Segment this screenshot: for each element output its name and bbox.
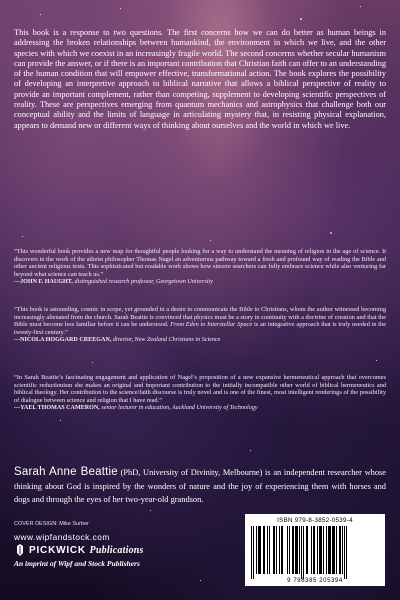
star xyxy=(150,510,151,511)
barcode-digits: 9 798385 205394 xyxy=(287,578,343,584)
endorser-name: —NICOLA HOGGARD CREEGAN, xyxy=(14,337,112,344)
star xyxy=(120,8,121,9)
star xyxy=(40,14,41,15)
publisher-logo-icon xyxy=(14,544,26,556)
star xyxy=(330,232,332,234)
publisher-name-caps: PICKWICK xyxy=(29,544,86,556)
publisher-logo-row xyxy=(14,544,144,556)
endorser-name: —JOHN F. HAUGHT, xyxy=(14,279,73,286)
isbn-label: ISBN 979-8-3852-0539-4 xyxy=(277,517,353,524)
barcode-bar xyxy=(346,526,347,579)
endorsement-quote-part1: “This book is astounding, cosmic in scope, yet grounded in a desire to communicate the Bible to Christians, whom the author witnessed becoming increasingly alienated from the church. Sarah Beattie is convinced that physics must be a story in continuity with a doctrine of creation and that the Bible must become less familiar before it can be understood. xyxy=(14,306,386,329)
endorsement-book-title: From Eden to Interstellar Space xyxy=(170,321,253,329)
author-bio-text: (PhD, University of Divinity, Melbourne) is an independent researcher whose thinking about God is inspired by the wonders of nature and the joy of experiencing them with horses and dogs and through the eyes of her two-year-old grandson. xyxy=(14,468,386,504)
endorser-title: director, New Zealand Christians in Science xyxy=(112,337,221,344)
star xyxy=(92,362,93,363)
endorsement-quote: “This wonderful book provides a new map for thoughtful people looking for a way to understand the meaning of religion in the age of science. It discovers in the work of the atheist philosopher Thomas Nagel an adventurous pathway toward a fresh and profound way of reading the Bible and other ancient religious texts. This sophisticated but readable work shows how sincere searchers can fully embrace science while also venturing far beyond what science can teach us.” xyxy=(14,248,386,278)
publisher-name xyxy=(29,545,144,556)
publisher-imprint: An imprint of Wipf and Stock Publishers xyxy=(14,559,140,568)
star xyxy=(22,236,23,237)
star xyxy=(210,240,211,241)
star xyxy=(60,420,61,421)
endorsement-cameron xyxy=(14,374,386,413)
author-bio xyxy=(14,466,386,507)
endorsement-attribution xyxy=(14,279,386,287)
endorsement-quote: “In Sarah Beattie’s fascinating engagement and application of Nagel’s proposition of a new expansive hermeneutical approach that overcomes scientific reductionism she makes an original and important contribution to the initially incompatible other world of biblical hermeneutics and biblical theology. Her contribution to the science/faith discourse is truly novel and is one of the finest, most intelligent renderings of the possibility of dialogue between science and religion that I have read.” xyxy=(14,374,386,404)
endorsement-creegan xyxy=(14,306,386,345)
star xyxy=(360,6,361,7)
star xyxy=(250,450,251,451)
star xyxy=(300,18,302,20)
publisher-name-italic: Publications xyxy=(89,544,144,556)
author-name: Sarah Anne Beattie xyxy=(14,466,118,478)
publisher-website: www.wipfandstock.com xyxy=(14,532,110,542)
endorsement-quote xyxy=(14,306,386,336)
endorser-name: —YAEL THOMAS CAMERON, xyxy=(14,405,100,412)
cover-design-credit: COVER DESIGN: Mike Surber xyxy=(14,521,89,527)
back-cover-blurb: This book is a response to two questions. The first concerns how we can do better as human beings in addressing the broken relationships between humankind, the environment in which we live, and the other species with which we coexist in an increasingly fragile world. The second concerns whether secular humanism can provide the answer, or if there is an important contribution that Christian faith can offer to an understanding of the human condition that will empower effective, transformational action. The book explores the possibility of developing an interpretive approach to biblical narrative that allows a biblical perspective of reality to provide an important complement, rather than competing, supplement to developing scientific perspectives of reality. These are perspectives emerging from quantum mechanics and astrophysics that challenge both our conceptual ability and the limits of language in articulating mystery that, in resisting physical explanation, appears to demand new or different ways of thinking about ourselves and the world in which we live. xyxy=(14,28,386,130)
endorsement-quote-part2: is an integrative approach that is truly needed in the twenty-first century.” xyxy=(14,321,386,336)
endorsement-haught xyxy=(14,248,386,287)
star xyxy=(376,360,377,361)
barcode-bars xyxy=(251,526,379,574)
star xyxy=(200,580,201,581)
endorser-title: senior lecturer in education, Auckland University of Technology xyxy=(101,405,258,412)
endorsement-attribution xyxy=(14,337,386,345)
isbn-barcode xyxy=(245,514,385,586)
endorser-title: distinguished research professor, Georgetown University xyxy=(74,279,213,286)
endorsement-attribution xyxy=(14,405,386,413)
